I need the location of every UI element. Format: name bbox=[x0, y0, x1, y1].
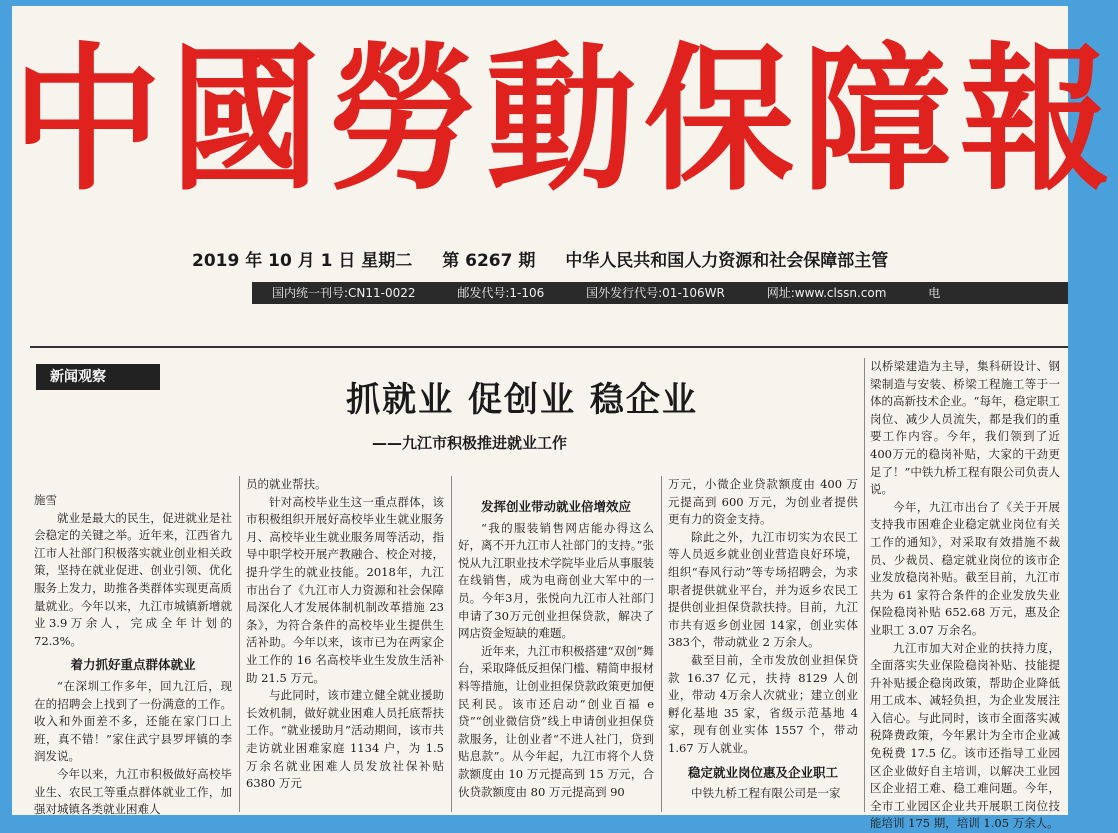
dateline bbox=[192, 246, 912, 271]
paragraph: “在深圳工作多年，回九江后，现在的招聘会上找到了一份满意的工作。收入和外面差不多，还能在家门口上班，真不错！”家住武宁县罗坪镇的李润发说。 bbox=[34, 678, 232, 766]
article-subheadline: ——九江市积极推进就业工作 bbox=[372, 432, 567, 453]
author: 施雪 bbox=[34, 492, 232, 510]
column-divider bbox=[864, 358, 865, 812]
section-heading: 稳定就业岗位惠及企业职工 bbox=[668, 764, 858, 782]
paragraph: 除此之外，九江市切实为农民工等人员返乡就业创业营造良好环境，组织“春风行动”等专场招聘会，为求职者提供就业平台，并为返乡农民工提供创业担保贷款扶持。目前，九江市共有返乡创业园 14家，创业实体 383个，带动就业 2 万余人。 bbox=[668, 529, 858, 652]
paragraph: 九江市加大对企业的扶持力度，全面落实失业保险稳岗补贴、技能提升补贴援企稳岗政策，帮助企业降低用工成本、减轻负担，为企业发展注入信心。与此同时，该市全面落实减税降费政策，今年累计为全市企业减免税费 17.5 亿。该市还指导工业园区企业做好自主培训，以解决工业园区企业招工难、稳工难问题。今年，全市工业园区企业共开展职工岗位技能培训 175 期，培训 1.05 万余人。 bbox=[870, 640, 1060, 833]
divider bbox=[30, 346, 1068, 348]
column-divider bbox=[451, 476, 452, 812]
paragraph: 截至目前，全市发放创业担保贷款 16.37 亿元，扶持 8129 人创业，带动 4万余人次就业；建立创业孵化基地 35 家，省级示范基地 4 家，现有创业实体 1557 个，带动 1.67 万人就业。 bbox=[668, 652, 858, 758]
infobar-trailing: 电 bbox=[928, 286, 940, 300]
section-heading: 着力抓好重点群体就业 bbox=[34, 656, 232, 674]
foreign-code: 国外发行代号:01-106WR bbox=[586, 286, 725, 300]
cn-number: 国内统一刊号:CN11-0022 bbox=[272, 286, 416, 300]
article-column-1 bbox=[34, 492, 232, 812]
paragraph: 针对高校毕业生这一重点群体，该市积极组织开展好高校毕业生就业服务月、高校毕业生就业服务周等活动，指导中职学校开展产教融合、校企对接，提升学生的就业技能。2018年，九江市出台了《九江市人力资源和社会保障局深化人才发展体制机制改革措施 23 条》，为符合条件的高校毕业生提供生活补助。今年以来，该市已为在两家企业工作的 16 名高校毕业生发放生活补助 21.5 万元。 bbox=[246, 494, 444, 688]
postal-code: 邮发代号:1-106 bbox=[457, 286, 544, 300]
article-column-4 bbox=[668, 476, 858, 812]
publish-date: 2019 年 10 月 1 日 星期二 bbox=[192, 251, 412, 271]
paragraph: 近年来，九江市积极搭建“双创”舞台，采取降低反担保门槛、精简申报材料等措施，让创业担保贷款政策更加便民利民。该市还启动“创业百福 e 贷”“创业微信贷”线上申请创业担保贷款服务，让创业者“不进人社门，贷到贴息款”。从今年起，九江市将个人贷款额度由 10 万元提高到 15 万元，合伙贷款额度由 80 万元提高到 90 bbox=[458, 643, 654, 801]
paragraph: 与此同时，该市建立健全就业援助长效机制，做好就业困难人员托底帮扶工作。“就业援助月”活动期间，该市共走访就业困难家庭 1134 户，为 1.5 万余名就业困难人员发放社保补贴 6380 万元 bbox=[246, 687, 444, 793]
paragraph: 中铁九桥工程有限公司是一家 bbox=[668, 785, 858, 803]
paragraph: 以桥梁建造为主导，集科研设计、钢梁制造与安装、桥梁工程施工等于一体的高新技术企业。“每年，稳定职工岗位、减少人员流失，都是我们的重要工作内容。今年，我们领到了近 400万元的稳岗补贴，大家的干劲更足了！”中铁九桥工程有限公司负责人说。 bbox=[870, 358, 1060, 499]
paragraph: 万元，小微企业贷款额度由 400 万元提高到 600 万元，为创业者提供更有力的资金支持。 bbox=[668, 476, 858, 529]
article-column-3 bbox=[458, 492, 654, 812]
paragraph: 今年以来，九江市积极做好高校毕业生、农民工等重点群体就业工作，加强对城镇各类就业困难人 bbox=[34, 766, 232, 819]
article-headline: 抓就业 促创业 稳企业 bbox=[242, 372, 802, 421]
section-tag: 新闻观察 bbox=[36, 364, 160, 390]
masthead-title: 中國勞動保障報 bbox=[12, 2, 1068, 237]
publication-info-bar bbox=[252, 282, 1068, 304]
issue-number: 第 6267 期 bbox=[442, 251, 535, 271]
paragraph: “我的服装销售网店能办得这么好，离不开九江市人社部门的支持。”张悦从九江职业技术学院毕业后从事服装在线销售，成为电商创业大军中的一员。今年3月，张悦向九江市人社部门申请了30万元创业担保贷款，解决了网店资金短缺的难题。 bbox=[458, 520, 654, 643]
column-divider bbox=[239, 476, 240, 812]
paragraph: 今年，九江市出台了《关于开展支持我市困难企业稳定就业岗位有关工作的通知》，对采取有效措施不裁员、少裁员、稳定就业岗位的该市企业发放稳岗补贴。截至目前，九江市共为 61 家符合条件的企业发放失业保险稳岗补贴 652.68 万元，惠及企业职工 3.07 万余名。 bbox=[870, 499, 1060, 640]
paragraph: 员的就业帮扶。 bbox=[246, 476, 444, 494]
website: 网址:www.clssn.com bbox=[767, 286, 887, 300]
newspaper-page bbox=[12, 6, 1068, 815]
paragraph: 就业是最大的民生，促进就业是社会稳定的关键之举。近年来，江西省九江市人社部门积极落实就业创业相关政策，坚持在就业促进、创业引领、优化服务上发力，助推各类群体实现更高质量就业。今年以来，九江市城镇新增就业3.9万余人，完成全年计划的72.3%。 bbox=[34, 510, 232, 651]
article-column-5 bbox=[870, 358, 1060, 812]
column-divider bbox=[661, 476, 662, 812]
publisher: 中华人民共和国人力资源和社会保障部主管 bbox=[565, 251, 888, 271]
article-column-2 bbox=[246, 476, 444, 812]
section-heading: 发挥创业带动就业倍增效应 bbox=[458, 498, 654, 516]
